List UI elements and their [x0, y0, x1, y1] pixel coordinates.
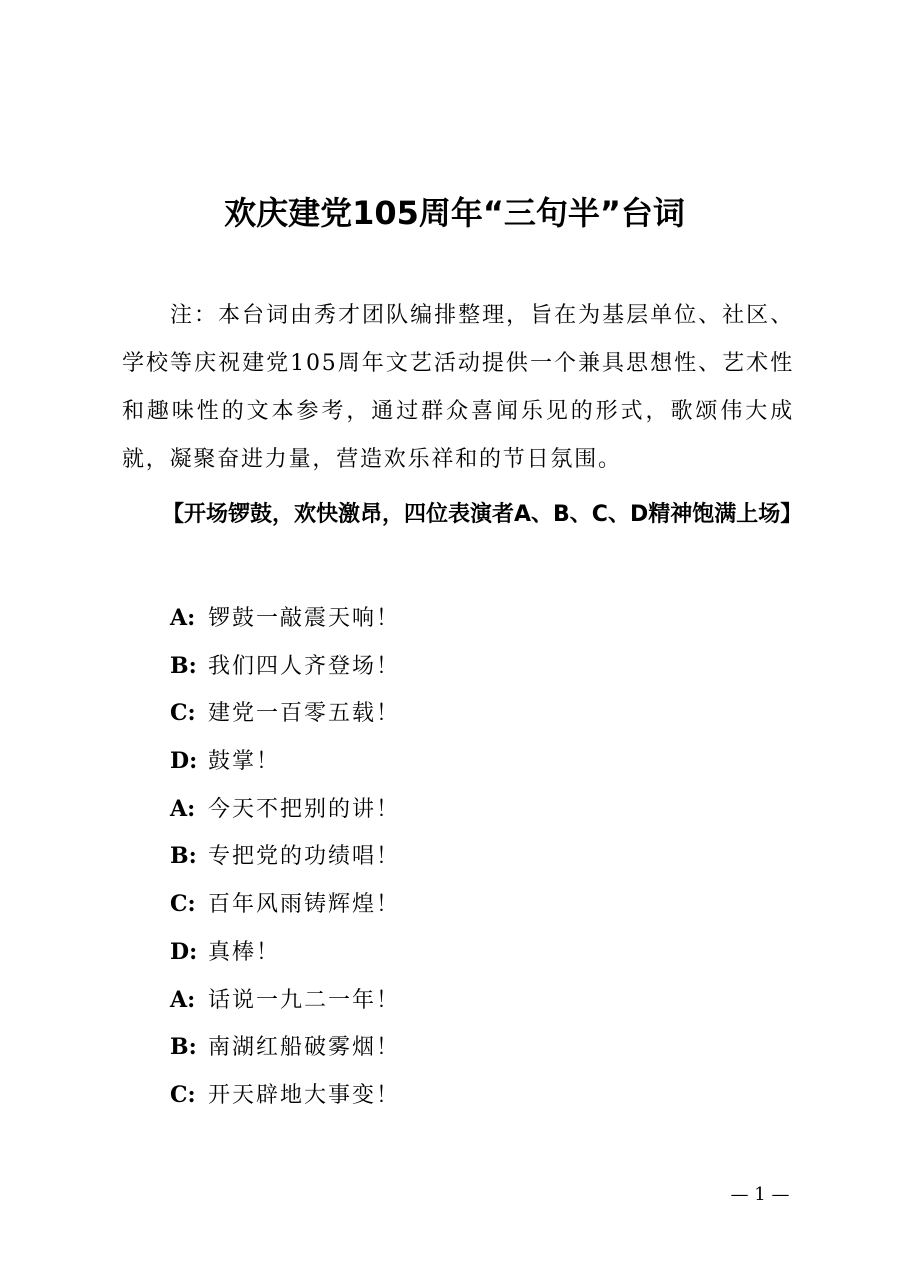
dialogue-line: [170, 737, 400, 785]
dialogue-line: [170, 642, 400, 690]
speaker-label: A:: [170, 605, 196, 631]
line-text: 百年风雨铸辉煌！: [208, 892, 401, 918]
line-text: 真棒！: [208, 939, 281, 965]
intro-note: 注：本台词由秀才团队编排整理，旨在为基层单位、社区、学校等庆祝建党105周年文艺活动提供一个兼具思想性、艺术性和趣味性的文本参考，通过群众喜闻乐见的形式，歌颂伟大成就，凝聚奋进力量，营造欢乐祥和的节日氛围。: [122, 303, 794, 472]
line-text: 开天辟地大事变！: [208, 1082, 401, 1108]
speaker-label: B:: [170, 652, 197, 679]
document-title: 欢庆建党105周年“三句半”台词: [224, 194, 685, 232]
speaker-label: B:: [170, 1034, 197, 1061]
dialogue-line: [170, 1023, 400, 1071]
page-number: — 1 —: [730, 1184, 790, 1205]
dialogue-line: [170, 928, 400, 976]
speaker-label: A:: [170, 986, 196, 1013]
line-text: 我们四人齐登场！: [208, 653, 401, 679]
dialogue-line: [170, 1071, 400, 1119]
line-text: 专把党的功绩唱！: [208, 844, 401, 870]
speaker-label: C:: [170, 1081, 196, 1108]
speaker-label: D:: [170, 748, 198, 775]
line-text: 锣鼓一敲震天响！: [208, 606, 401, 631]
line-text: 话说一九二一年！: [208, 987, 401, 1013]
speaker-label: C:: [170, 700, 196, 727]
speaker-label: C:: [170, 891, 196, 918]
line-text: 建党一百零五载！: [208, 701, 401, 727]
speaker-label: D:: [170, 938, 198, 965]
dialogue-line: [170, 785, 400, 833]
dialogue-line: [170, 880, 400, 928]
dialogue-list: [170, 594, 400, 1119]
dialogue-line: [170, 689, 400, 737]
dialogue-line: [170, 976, 400, 1024]
line-text: 今天不把别的讲！: [208, 796, 401, 822]
stage-direction: 【开场锣鼓，欢快激昂，四位表演者A、B、C、D精神饱满上场】: [162, 502, 803, 527]
speaker-label: B:: [170, 843, 197, 870]
speaker-label: A:: [170, 795, 196, 822]
dialogue-line: [170, 832, 400, 880]
dialogue-line: [170, 594, 400, 642]
line-text: 南湖红船破雾烟！: [208, 1035, 401, 1061]
line-text: 鼓掌！: [208, 749, 281, 775]
